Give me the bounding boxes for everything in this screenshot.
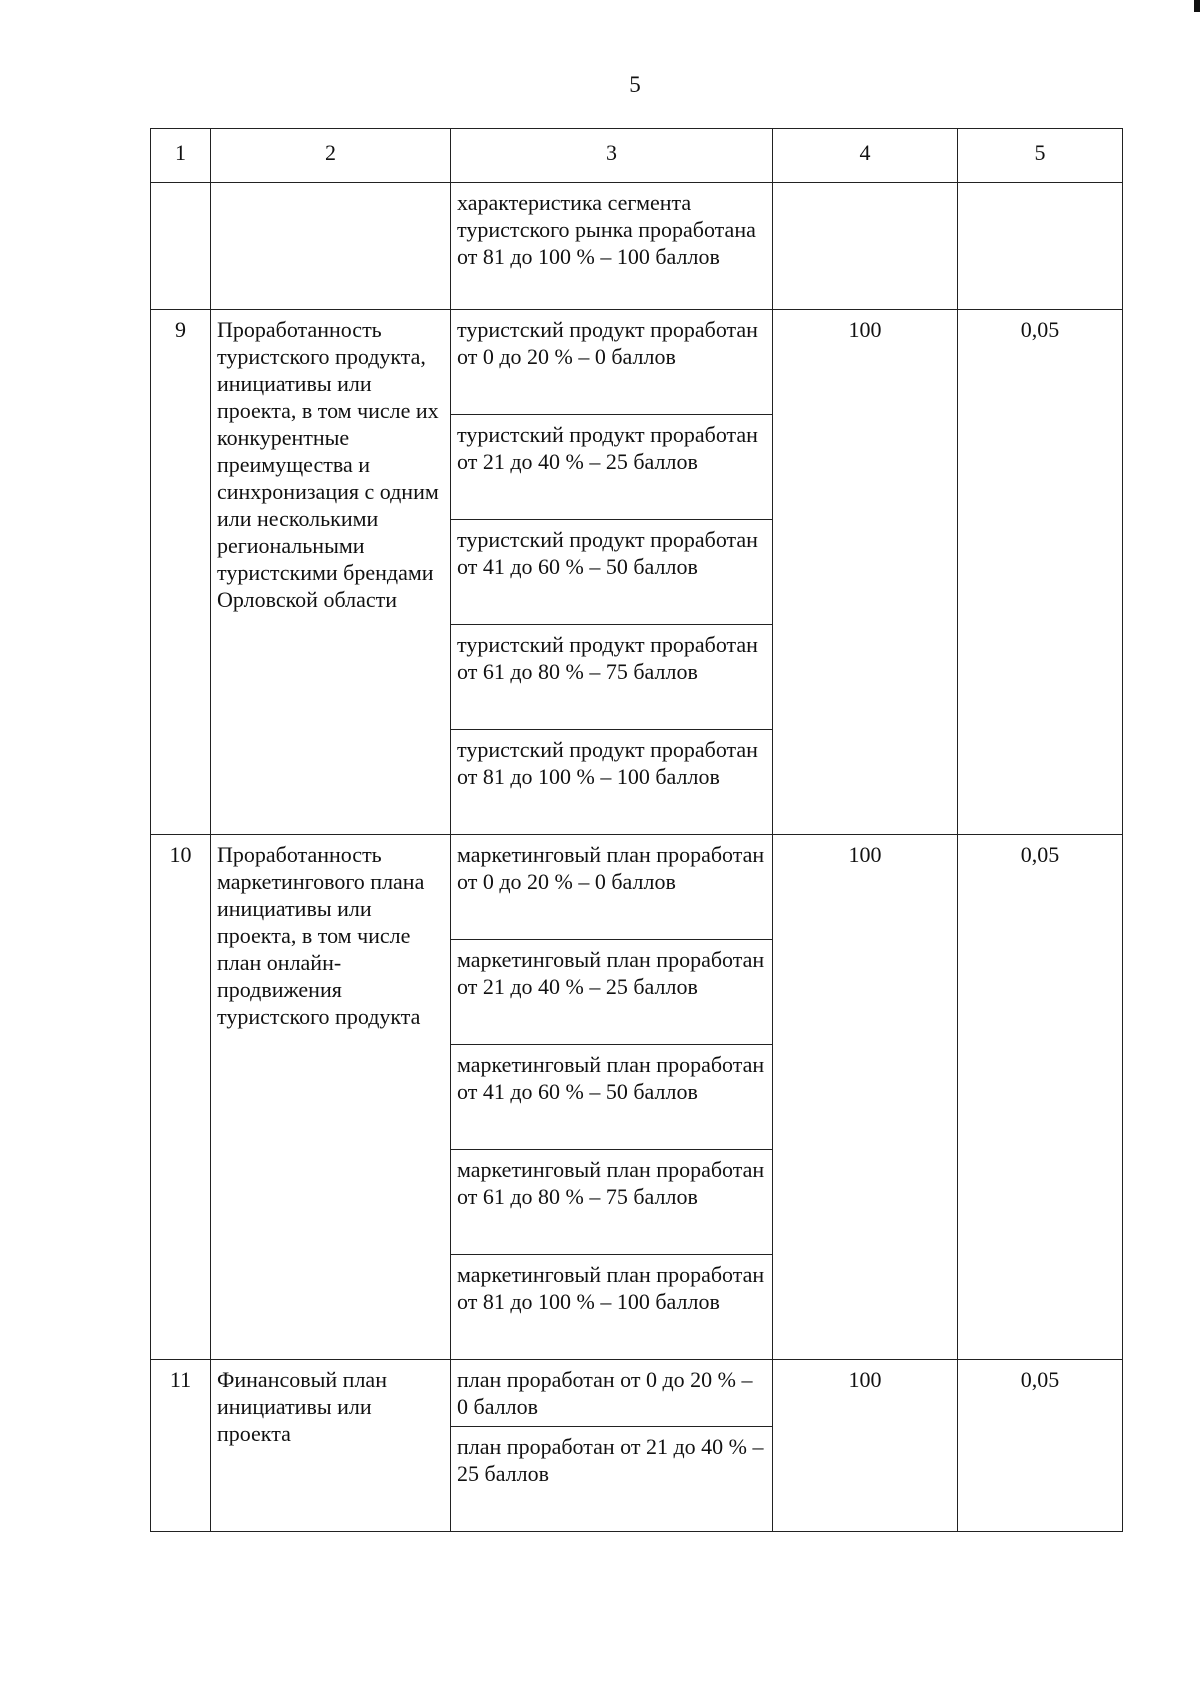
weight-coefficient: 0,05 bbox=[958, 1360, 1123, 1532]
scoring-option: туристский продукт проработан от 81 до 100 % – 100 баллов bbox=[451, 730, 773, 835]
table-row bbox=[151, 1360, 1123, 1427]
column-header: 1 bbox=[151, 129, 211, 183]
criterion-text: Проработанность маркетингового плана инициативы или проекта, в том числе план онлайн-продвижения туристского продукта bbox=[211, 835, 451, 1360]
scoring-option: план проработан от 21 до 40 % – 25 баллов bbox=[451, 1427, 773, 1532]
scoring-option: маркетинговый план проработан от 61 до 80 % – 75 баллов bbox=[451, 1150, 773, 1255]
column-header: 2 bbox=[211, 129, 451, 183]
row-number: 9 bbox=[151, 310, 211, 835]
scoring-option: маркетинговый план проработан от 41 до 60 % – 50 баллов bbox=[451, 1045, 773, 1150]
page-edge-mark bbox=[1194, 0, 1200, 12]
scoring-option: туристский продукт проработан от 0 до 20 % – 0 баллов bbox=[451, 310, 773, 415]
table-row bbox=[151, 310, 1123, 415]
scoring-option: характеристика сегмента туристского рынка проработана от 81 до 100 % – 100 баллов bbox=[451, 183, 773, 310]
criterion-text: Финансовый план инициативы или проекта bbox=[211, 1360, 451, 1532]
max-score: 100 bbox=[773, 835, 958, 1360]
scoring-option: туристский продукт проработан от 21 до 40 % – 25 баллов bbox=[451, 415, 773, 520]
table-header-row bbox=[151, 129, 1123, 183]
table-row bbox=[151, 835, 1123, 940]
weight-coefficient: 0,05 bbox=[958, 310, 1123, 835]
page-number: 5 bbox=[629, 72, 641, 97]
criterion-text: Проработанность туристского продукта, инициативы или проекта, в том числе их конкурентные преимущества и синхронизация с одним или несколькими региональными туристскими брендами Орловской области bbox=[211, 310, 451, 835]
scoring-option: маркетинговый план проработан от 81 до 100 % – 100 баллов bbox=[451, 1255, 773, 1360]
empty-cell bbox=[151, 183, 211, 310]
empty-cell bbox=[211, 183, 451, 310]
empty-cell bbox=[958, 183, 1123, 310]
max-score: 100 bbox=[773, 1360, 958, 1532]
empty-cell bbox=[773, 183, 958, 310]
table-row-continuation bbox=[151, 183, 1123, 310]
scoring-option: туристский продукт проработан от 61 до 80 % – 75 баллов bbox=[451, 625, 773, 730]
column-header: 5 bbox=[958, 129, 1123, 183]
scoring-option: туристский продукт проработан от 41 до 60 % – 50 баллов bbox=[451, 520, 773, 625]
scoring-option: план проработан от 0 до 20 % – 0 баллов bbox=[451, 1360, 773, 1427]
column-header: 4 bbox=[773, 129, 958, 183]
scoring-option: маркетинговый план проработан от 21 до 40 % – 25 баллов bbox=[451, 940, 773, 1045]
criteria-table bbox=[150, 128, 1123, 1532]
row-number: 11 bbox=[151, 1360, 211, 1532]
column-header: 3 bbox=[451, 129, 773, 183]
weight-coefficient: 0,05 bbox=[958, 835, 1123, 1360]
row-number: 10 bbox=[151, 835, 211, 1360]
max-score: 100 bbox=[773, 310, 958, 835]
scoring-option: маркетинговый план проработан от 0 до 20 % – 0 баллов bbox=[451, 835, 773, 940]
